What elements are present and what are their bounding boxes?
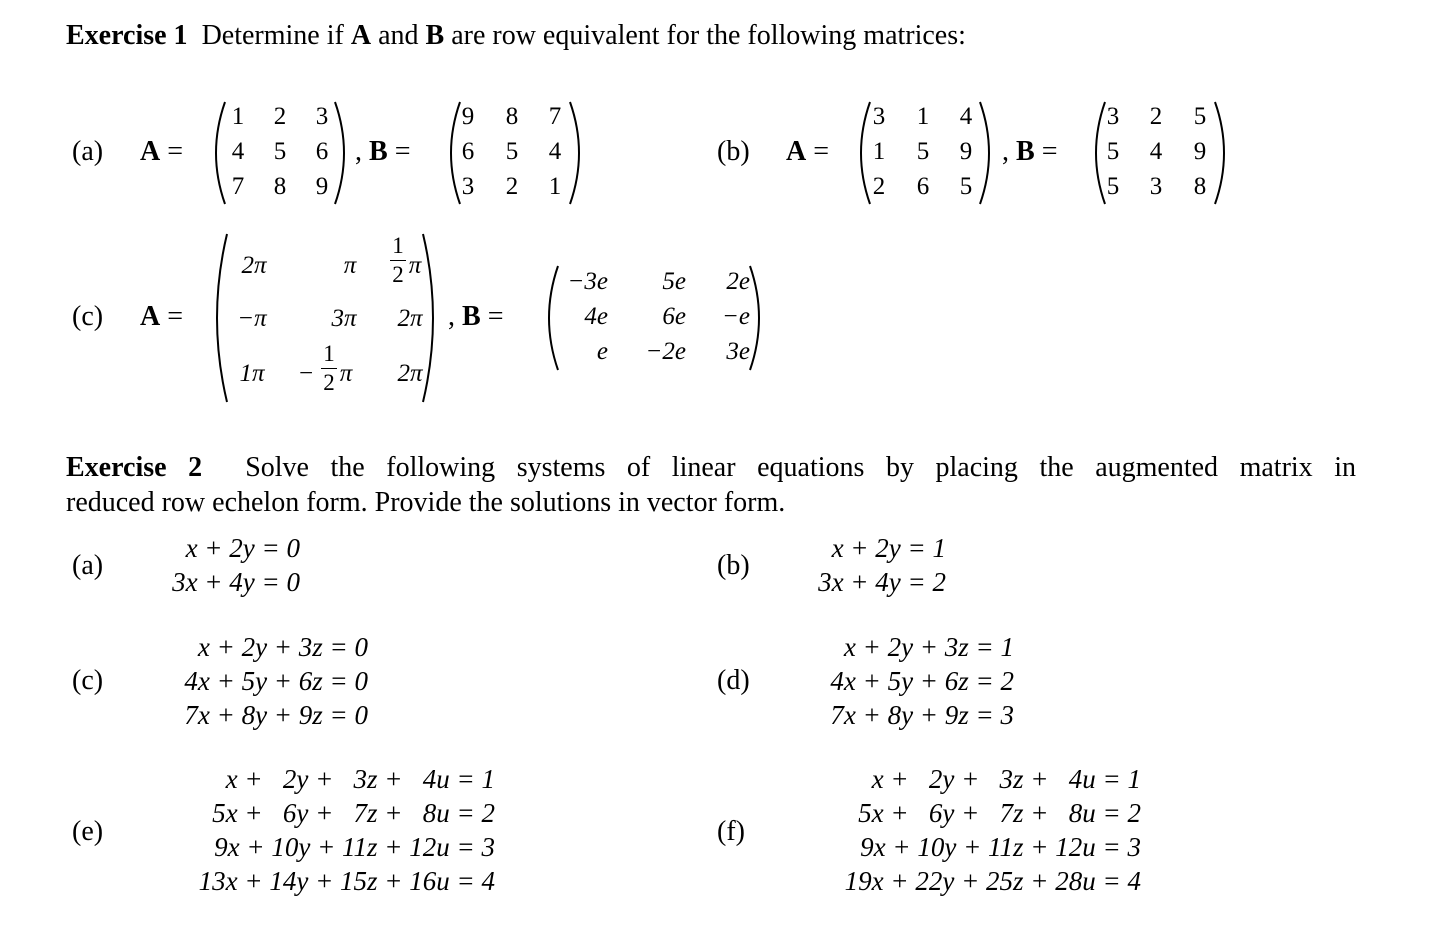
cell: 2e [726, 268, 750, 295]
cell: 2 [273, 103, 287, 130]
cell: 2π [397, 305, 423, 332]
cell: 8 [1193, 173, 1207, 200]
cell: 9 [461, 103, 475, 130]
fraction-bar [321, 368, 337, 369]
system-c-label: (c) [72, 665, 104, 696]
cell: −π [237, 305, 267, 332]
equation: 7x + 8y + 9z = 0 [184, 700, 368, 730]
system-b [786, 531, 946, 599]
cell: 1 [548, 173, 562, 200]
cell: 4 [959, 103, 973, 130]
part-b-B-eq: , B = [1002, 136, 1058, 167]
system-f [786, 762, 1141, 898]
cell: π [408, 252, 422, 279]
system-b-label: (b) [717, 550, 750, 581]
equation: x + 2y = 1 [831, 533, 946, 563]
cell: 2 [872, 173, 886, 200]
cell: 6 [461, 138, 475, 165]
cell: 3 [872, 103, 886, 130]
right-paren [1213, 100, 1235, 206]
cell: 7 [231, 173, 245, 200]
cell: 4e [584, 303, 608, 330]
equation: 5x + 6y + 7z + 8u = 2 [858, 798, 1141, 828]
part-c-B-eq: , B = [448, 301, 504, 332]
system-f-label: (f) [717, 816, 745, 847]
part-b-label: (b) [717, 136, 750, 167]
part-a-B-eq: , B = [355, 136, 411, 167]
cell: 2 [505, 173, 519, 200]
part-a-label: (a) [72, 136, 104, 167]
exercise-2-text: Solve the following systems of linear equations by placing the augmented matrix in [245, 452, 1357, 483]
equation: 9x + 10y + 11z + 12u = 3 [214, 832, 495, 862]
exercise-2-line2: reduced row echelon form. Provide the solutions in vector form. [66, 487, 786, 518]
matrix-1b-B [1085, 100, 1235, 206]
cell: 1 [872, 138, 886, 165]
cell: π [339, 360, 353, 387]
cell: π [343, 252, 357, 279]
cell: −e [722, 303, 750, 330]
cell: −2e [645, 338, 686, 365]
cell: 2 [1149, 103, 1163, 130]
cell: 2π [241, 252, 267, 279]
cell: 8 [273, 173, 287, 200]
equation: x + 2y + 3z = 1 [843, 632, 1014, 662]
right-paren [568, 100, 590, 206]
cell: 5 [959, 173, 973, 200]
cell: 5 [1106, 138, 1120, 165]
fraction [390, 234, 406, 287]
equation: 4x + 5y + 6z = 0 [184, 666, 368, 696]
system-a [140, 531, 300, 599]
cell: 2π [397, 360, 423, 387]
system-e-label: (e) [72, 816, 104, 847]
matrix-1a-A [205, 100, 355, 206]
system-a-label: (a) [72, 550, 104, 581]
matrix-A-symbol: A [350, 20, 372, 51]
fraction-bar [390, 260, 406, 261]
matrix-1a-B [440, 100, 590, 206]
matrix-1b-A [850, 100, 1000, 206]
equation: 9x + 10y + 11z + 12u = 3 [860, 832, 1141, 862]
cell: 3e [726, 338, 750, 365]
equation: 4x + 5y + 6z = 2 [830, 666, 1014, 696]
exercise-1-heading [66, 19, 966, 53]
cell: 6e [662, 303, 686, 330]
cell: 6 [916, 173, 930, 200]
cell: e [596, 338, 608, 365]
fraction [321, 342, 337, 395]
cell: 1π [239, 360, 265, 387]
equation: 5x + 6y + 7z + 8u = 2 [212, 798, 495, 828]
cell: 3π [331, 305, 357, 332]
part-b-A-eq: A = [786, 136, 830, 167]
cell: 5 [1106, 173, 1120, 200]
equation: x + 2y = 0 [185, 533, 300, 563]
denominator: 2 [392, 262, 404, 287]
exercise-2-line1 [66, 451, 1356, 485]
cell: 5 [273, 138, 287, 165]
system-d-label: (d) [717, 665, 750, 696]
cell: 9 [959, 138, 973, 165]
cell: 5 [916, 138, 930, 165]
equation: x + 2y + 3z + 4u = 1 [225, 764, 495, 794]
cell: 4 [231, 138, 245, 165]
matrix-B-symbol: B [425, 20, 445, 51]
cell: 5e [662, 268, 686, 295]
cell: 5 [1193, 103, 1207, 130]
right-paren [748, 264, 770, 372]
cell: 9 [315, 173, 329, 200]
cell: 4 [548, 138, 562, 165]
left-paren [205, 232, 229, 404]
matrix-1c-B [538, 264, 770, 372]
system-e [140, 762, 495, 898]
exercise-1-title: Exercise 1 [66, 20, 188, 51]
cell: 7 [548, 103, 562, 130]
equation: 3x + 4y = 0 [172, 567, 300, 597]
cell: 1 [231, 103, 245, 130]
matrix-1c-A [205, 232, 445, 404]
cell: 9 [1193, 138, 1207, 165]
right-paren [978, 100, 1000, 206]
exercise-1-text: Determine if [201, 20, 344, 51]
exercise-1-rest: are row equivalent for the following matrices: [451, 20, 966, 51]
system-d [786, 630, 1014, 732]
cell: − [298, 360, 314, 387]
cell: 3 [1106, 103, 1120, 130]
equation: x + 2y + 3z = 0 [197, 632, 368, 662]
equation: 19x + 22y + 25z + 28u = 4 [844, 866, 1141, 896]
equation: x + 2y + 3z + 4u = 1 [871, 764, 1141, 794]
numerator: 1 [392, 233, 404, 258]
cell: 3 [1149, 173, 1163, 200]
system-c [140, 630, 368, 732]
cell: 1 [916, 103, 930, 130]
denominator: 2 [323, 370, 335, 395]
cell: 5 [505, 138, 519, 165]
cell: 3 [461, 173, 475, 200]
cell: 8 [505, 103, 519, 130]
cell: −3e [567, 268, 608, 295]
part-c-A-eq: A = [140, 301, 184, 332]
numerator: 1 [323, 341, 335, 366]
exercise-2-title: Exercise 2 [66, 452, 203, 483]
cell: 3 [315, 103, 329, 130]
and-word: and [378, 20, 419, 51]
equation: 7x + 8y + 9z = 3 [830, 700, 1014, 730]
equation: 13x + 14y + 15z + 16u = 4 [198, 866, 495, 896]
equation: 3x + 4y = 2 [818, 567, 946, 597]
part-a-A-eq: A = [140, 136, 184, 167]
cell: 4 [1149, 138, 1163, 165]
part-c-label: (c) [72, 301, 104, 332]
cell: 6 [315, 138, 329, 165]
